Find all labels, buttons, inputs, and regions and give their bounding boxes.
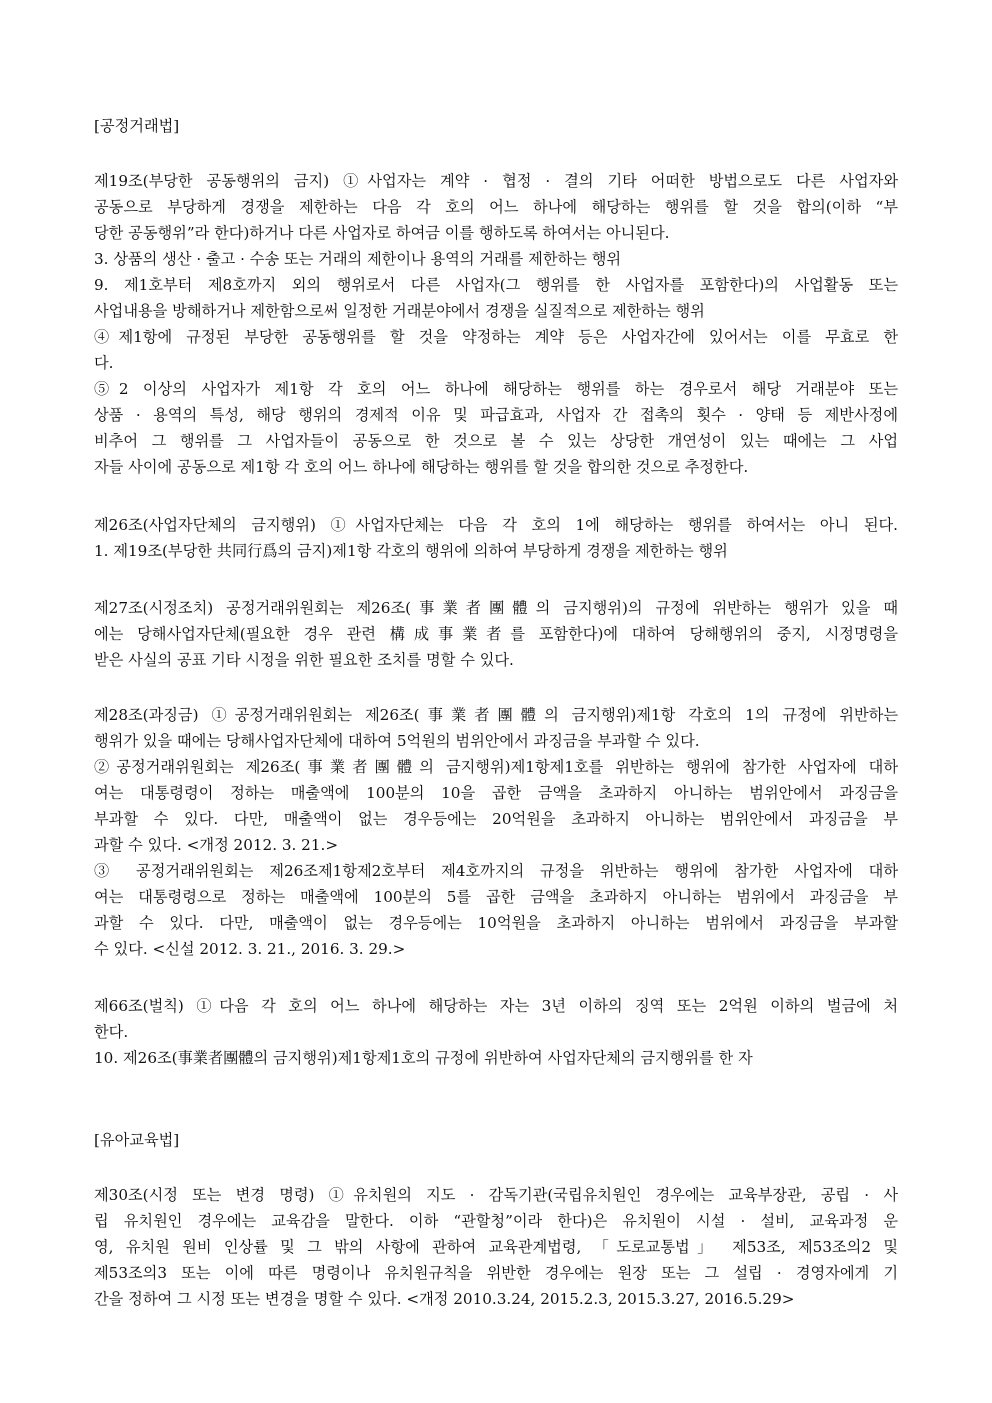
article-66	[94, 993, 898, 1071]
article-19-line: 사업내용을 방해하거나 제한함으로써 일정한 거래분야에서 경쟁을 실질적으로 제한하는 행위	[94, 302, 705, 320]
article-28-line: 과할 수 있다. <개정 2012. 3. 21.>	[94, 836, 339, 854]
article-28-line: 과할 수 있다. 다만, 매출액이 없는 경우등에는 10억원을 초과하지 아니하는 범위에서 과징금을 부과할	[94, 914, 898, 932]
article-27-line: 받은 사실의 공표 기타 시정을 위한 필요한 조치를 명할 수 있다.	[94, 651, 514, 669]
article-19-line: 자들 사이에 공동으로 제1항 각 호의 어느 하나에 해당하는 행위를 할 것을 합의한 것으로 추정한다.	[94, 458, 749, 476]
article-27-line: 에는 당해사업자단체(필요한 경우 관련 構成事業者를 포함한다)에 대하여 당해행위의 중지, 시정명령을	[94, 625, 898, 643]
section-heading-early-childhood-education-act: [유아교육법]	[94, 1131, 180, 1149]
article-30-line: 립 유치원인 경우에는 교육감을 말한다. 이하 “관할청”이라 한다)은 유치원이 시설 · 설비, 교육과정 운	[94, 1212, 898, 1230]
section-heading-fair-trade-act: [공정거래법]	[94, 117, 180, 135]
article-19-line: 당한 공동행위”라 한다)하거나 다른 사업자로 하여금 이를 행하도록 하여서는 아니된다.	[94, 224, 670, 242]
article-28	[94, 702, 898, 962]
article-19-line: 제19조(부당한 공동행위의 금지) ①사업자는 계약 · 협정 · 결의 기타 어떠한 방법으로도 다른 사업자와	[94, 172, 898, 190]
article-30-line: 간을 정하여 그 시정 또는 변경을 명할 수 있다. <개정 2010.3.24, 2015.2.3, 2015.3.27, 2016.5.29>	[94, 1290, 795, 1308]
article-27-line: 제27조(시정조치) 공정거래위원회는 제26조(事業者團體의 금지행위)의 규정에 위반하는 행위가 있을 때	[94, 599, 898, 617]
article-30-line: 영, 유치원 원비 인상률 및 그 밖의 사항에 관하여 교육관계법령, 「도로교통법」 제53조, 제53조의2 및	[94, 1238, 898, 1256]
article-28-line: 부과할 수 있다. 다만, 매출액이 없는 경우등에는 20억원을 초과하지 아니하는 범위안에서 과징금을 부	[94, 810, 898, 828]
article-26-line: 1. 제19조(부당한 共同行爲의 금지)제1항 각호의 행위에 의하여 부당하게 경쟁을 제한하는 행위	[94, 542, 728, 560]
article-28-line: ②공정거래위원회는 제26조(事業者團體의 금지행위)제1항제1호를 위반하는 행위에 참가한 사업자에 대하	[94, 758, 898, 776]
article-28-line: 행위가 있을 때에는 당해사업자단체에 대하여 5억원의 범위안에서 과징금을 부과할 수 있다.	[94, 732, 700, 750]
article-30-line: 제30조(시정 또는 변경 명령) ①유치원의 지도 · 감독기관(국립유치원인 경우에는 교육부장관, 공립 · 사	[94, 1186, 898, 1204]
article-26	[94, 512, 898, 564]
article-27	[94, 595, 898, 673]
article-19-line: 상품 · 용역의 특성, 해당 행위의 경제적 이유 및 파급효과, 사업자 간 접촉의 횟수 · 양태 등 제반사정에	[94, 406, 898, 424]
article-28-line: 여는 대통령령이 정하는 매출액에 100분의 10을 곱한 금액을 초과하지 아니하는 범위안에서 과징금을	[94, 784, 898, 802]
article-28-line: 수 있다. <신설 2012. 3. 21., 2016. 3. 29.>	[94, 940, 406, 958]
article-19-line: 9. 제1호부터 제8호까지 외의 행위로서 다른 사업자(그 행위를 한 사업자를 포함한다)의 사업활동 또는	[94, 276, 898, 294]
article-66-line: 한다.	[94, 1023, 129, 1041]
article-66-line: 10. 제26조(事業者團體의 금지행위)제1항제1호의 규정에 위반하여 사업자단체의 금지행위를 한 자	[94, 1049, 753, 1067]
article-66-line: 제66조(벌칙) ①다음 각 호의 어느 하나에 해당하는 자는 3년 이하의 징역 또는 2억원 이하의 벌금에 처	[94, 997, 898, 1015]
article-30-line: 제53조의3 또는 이에 따른 명령이나 유치원규칙을 위반한 경우에는 원장 또는 그 설립 · 경영자에게 기	[94, 1264, 898, 1282]
article-19-line: 비추어 그 행위를 그 사업자들이 공동으로 한 것으로 볼 수 있는 상당한 개연성이 있는 때에는 그 사업	[94, 432, 898, 450]
article-19-line: ⑤2 이상의 사업자가 제1항 각 호의 어느 하나에 해당하는 행위를 하는 경우로서 해당 거래분야 또는	[94, 380, 898, 398]
article-30	[94, 1182, 898, 1312]
article-19-line: 공동으로 부당하게 경쟁을 제한하는 다음 각 호의 어느 하나에 해당하는 행위를 할 것을 합의(이하 “부	[94, 198, 898, 216]
article-28-line: 여는 대통령령으로 정하는 매출액에 100분의 5를 곱한 금액을 초과하지 아니하는 범위에서 과징금을 부	[94, 888, 898, 906]
article-28-line: ③ 공정거래위원회는 제26조제1항제2호부터 제4호까지의 규정을 위반하는 행위에 참가한 사업자에 대하	[94, 862, 898, 880]
article-19-line: ④제1항에 규정된 부당한 공동행위를 할 것을 약정하는 계약 등은 사업자간에 있어서는 이를 무효로 한	[94, 328, 898, 346]
article-28-line: 제28조(과징금) ①공정거래위원회는 제26조(事業者團體의 금지행위)제1항 각호의 1의 규정에 위반하는	[94, 706, 898, 724]
article-26-line: 제26조(사업자단체의 금지행위) ①사업자단체는 다음 각 호의 1에 해당하는 행위를 하여서는 아니 된다.	[94, 516, 898, 534]
article-19-line: 다.	[94, 354, 114, 372]
article-19-line: 3. 상품의 생산 · 출고 · 수송 또는 거래의 제한이나 용역의 거래를 제한하는 행위	[94, 250, 622, 268]
article-19	[94, 168, 898, 480]
